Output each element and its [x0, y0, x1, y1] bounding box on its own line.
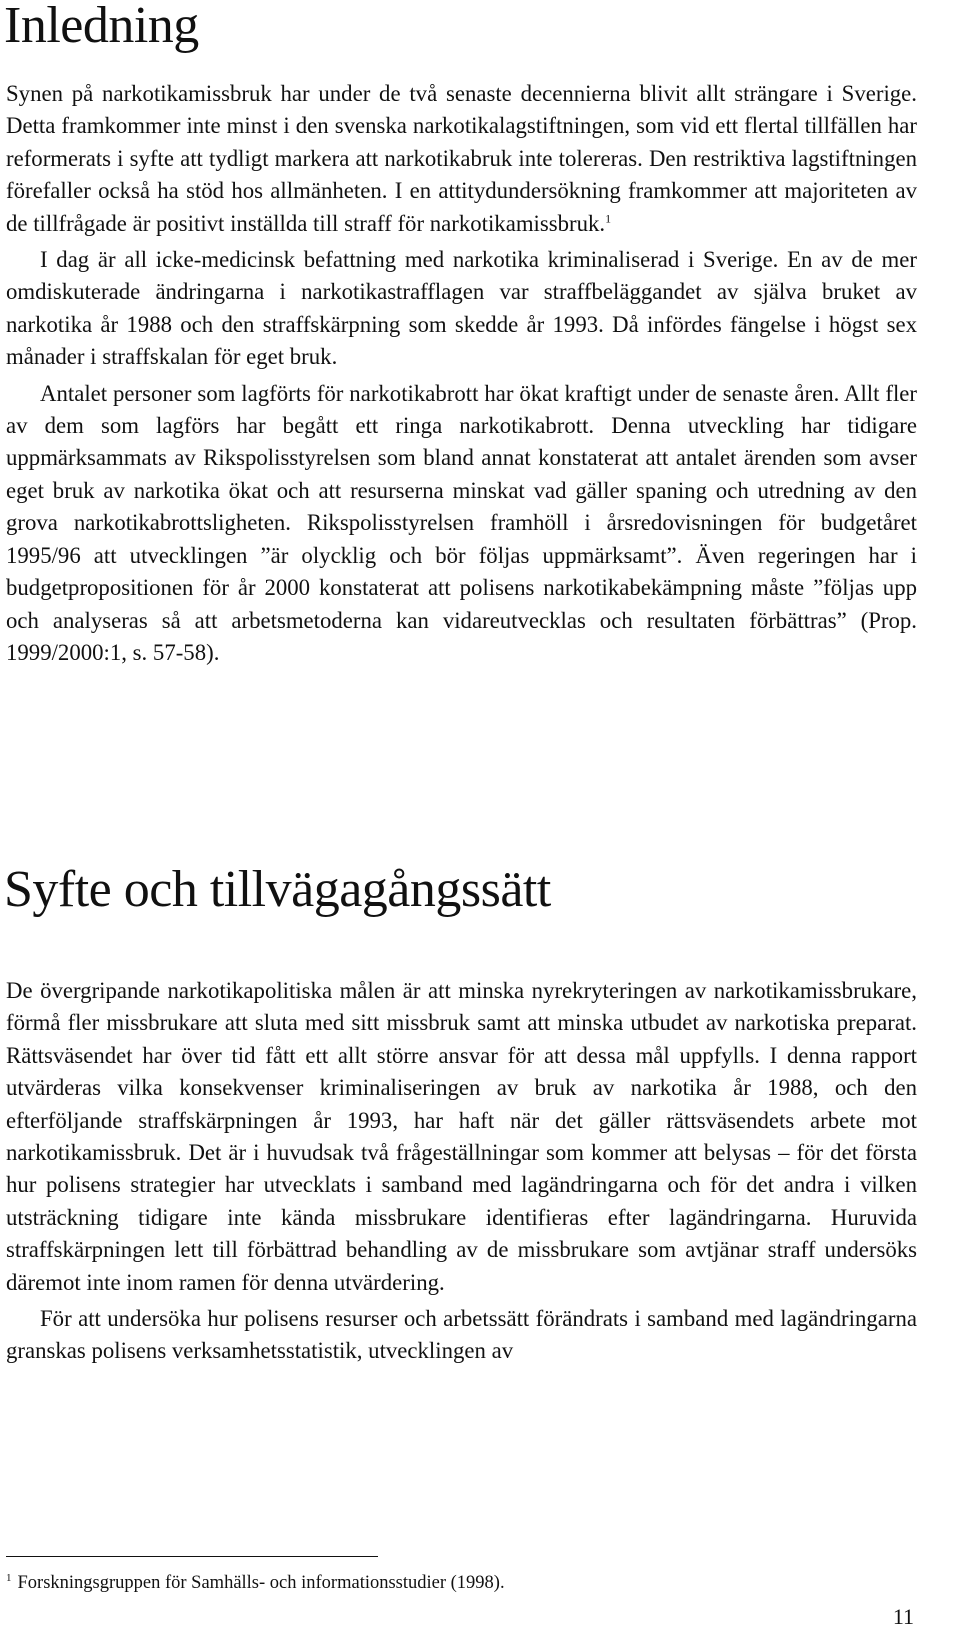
page-number: 11: [892, 1604, 914, 1629]
footnote-number: 1: [6, 1571, 12, 1584]
section-heading-inledning: Inledning: [4, 0, 199, 54]
paragraph: De övergripande narkotikapolitiska målen är att minska nyrekryteringen av narkotikamissbrukare, förmå fler missbrukare att sluta med sitt missbruk samt att minska utbudet av narkotiska preparat. Rättsväsendet har över tid fått ett allt större ansvar för att dessa mål uppfylls. I denna rapport utvärderas vilka konsekvenser kriminaliseringen av bruk av narkotika år 1988, och den efterföljande straffskärpningen år 1993, har haft när det gäller rättsväsendets arbete mot narkotikamissbruk. Det är i huvudsak två frågeställningar som kommer att belysas – för det första hur polisens strategier har utvecklats i samband med lagändringarna och för det andra i vilken utsträckning tidigare inte kända missbrukare identifieras efter lagändringarna. Huruvida straffskärpningen lett till förbättrad behandling av de missbrukare som avtjänar straff undersöks däremot inte inom ramen för denna utvärdering.: [6, 978, 917, 1295]
footnote-text: Forskningsgruppen för Samhälls- och informationsstudier (1998).: [17, 1573, 505, 1593]
section-body-syfte: [6, 975, 917, 1368]
footnote: [6, 1572, 505, 1594]
paragraph: Antalet personer som lagförts för narkotikabrott har ökat kraftigt under de senaste åren. Allt fler av dem som lagförs har begått ett ringa narkotikabrott. Denna utveckling har tidigare uppmärksammats av Rikspolisstyrelsen som bland annat konstaterat att antalet ärenden som avser eget bruk av narkotika ökat och att resurserna minskat vad gäller spaning och utredning av den grova narkotikabrottsligheten. Rikspolisstyrelsen framhöll i årsredovisningen för budgetåret 1995/96 att utvecklingen ”är olycklig och bör följas uppmärksamt”. Även regeringen har i budgetpropositionen för år 2000 konstaterat att polisens narkotikabekämpning måste ”följas upp och analyseras så att arbetsmetoderna kan vidareutvecklas och resultaten förbättras” (Prop. 1999/2000:1, s. 57-58).: [6, 380, 917, 665]
paragraph-text: Synen på narkotikamissbruk har under de två senaste decennierna blivit allt strängare i Sverige. Detta framkommer inte minst i den svenska narkotikalagstiftningen, som vid ett flertal tillfällen har reformerats i syfte att tydligt markera att narkotikabruk inte tolereras. Den restriktiva lagstiftningen förefaller också ha stöd hos allmänheten. I en attitydundersökning framkommer att majoriteten av de tillfrågade är positivt inställda till straff för narkotikamissbruk.: [6, 81, 917, 236]
section-body-inledning: [6, 78, 917, 669]
paragraph: För att undersöka hur polisens resurser och arbetssätt förändrats i samband med lagändringarna granskas polisens verksamhetsstatistik, utvecklingen av: [6, 1306, 917, 1364]
paragraph: I dag är all icke-medicinsk befattning med narkotika kriminaliserad i Sverige. En av de mer omdiskuterade ändringarna i narkotikastrafflagen var straffbeläggandet av själva bruket av narkotika år 1988 och den straffskärpning som skedde år 1993. Då infördes fängelse i högst sex månader i straffskalan för eget bruk.: [6, 247, 917, 370]
footnote-reference[interactable]: 1: [605, 211, 612, 226]
footnote-divider: [6, 1556, 378, 1557]
paragraph: [6, 78, 917, 240]
section-heading-syfte: Syfte och tillvägagångssätt: [4, 861, 551, 918]
